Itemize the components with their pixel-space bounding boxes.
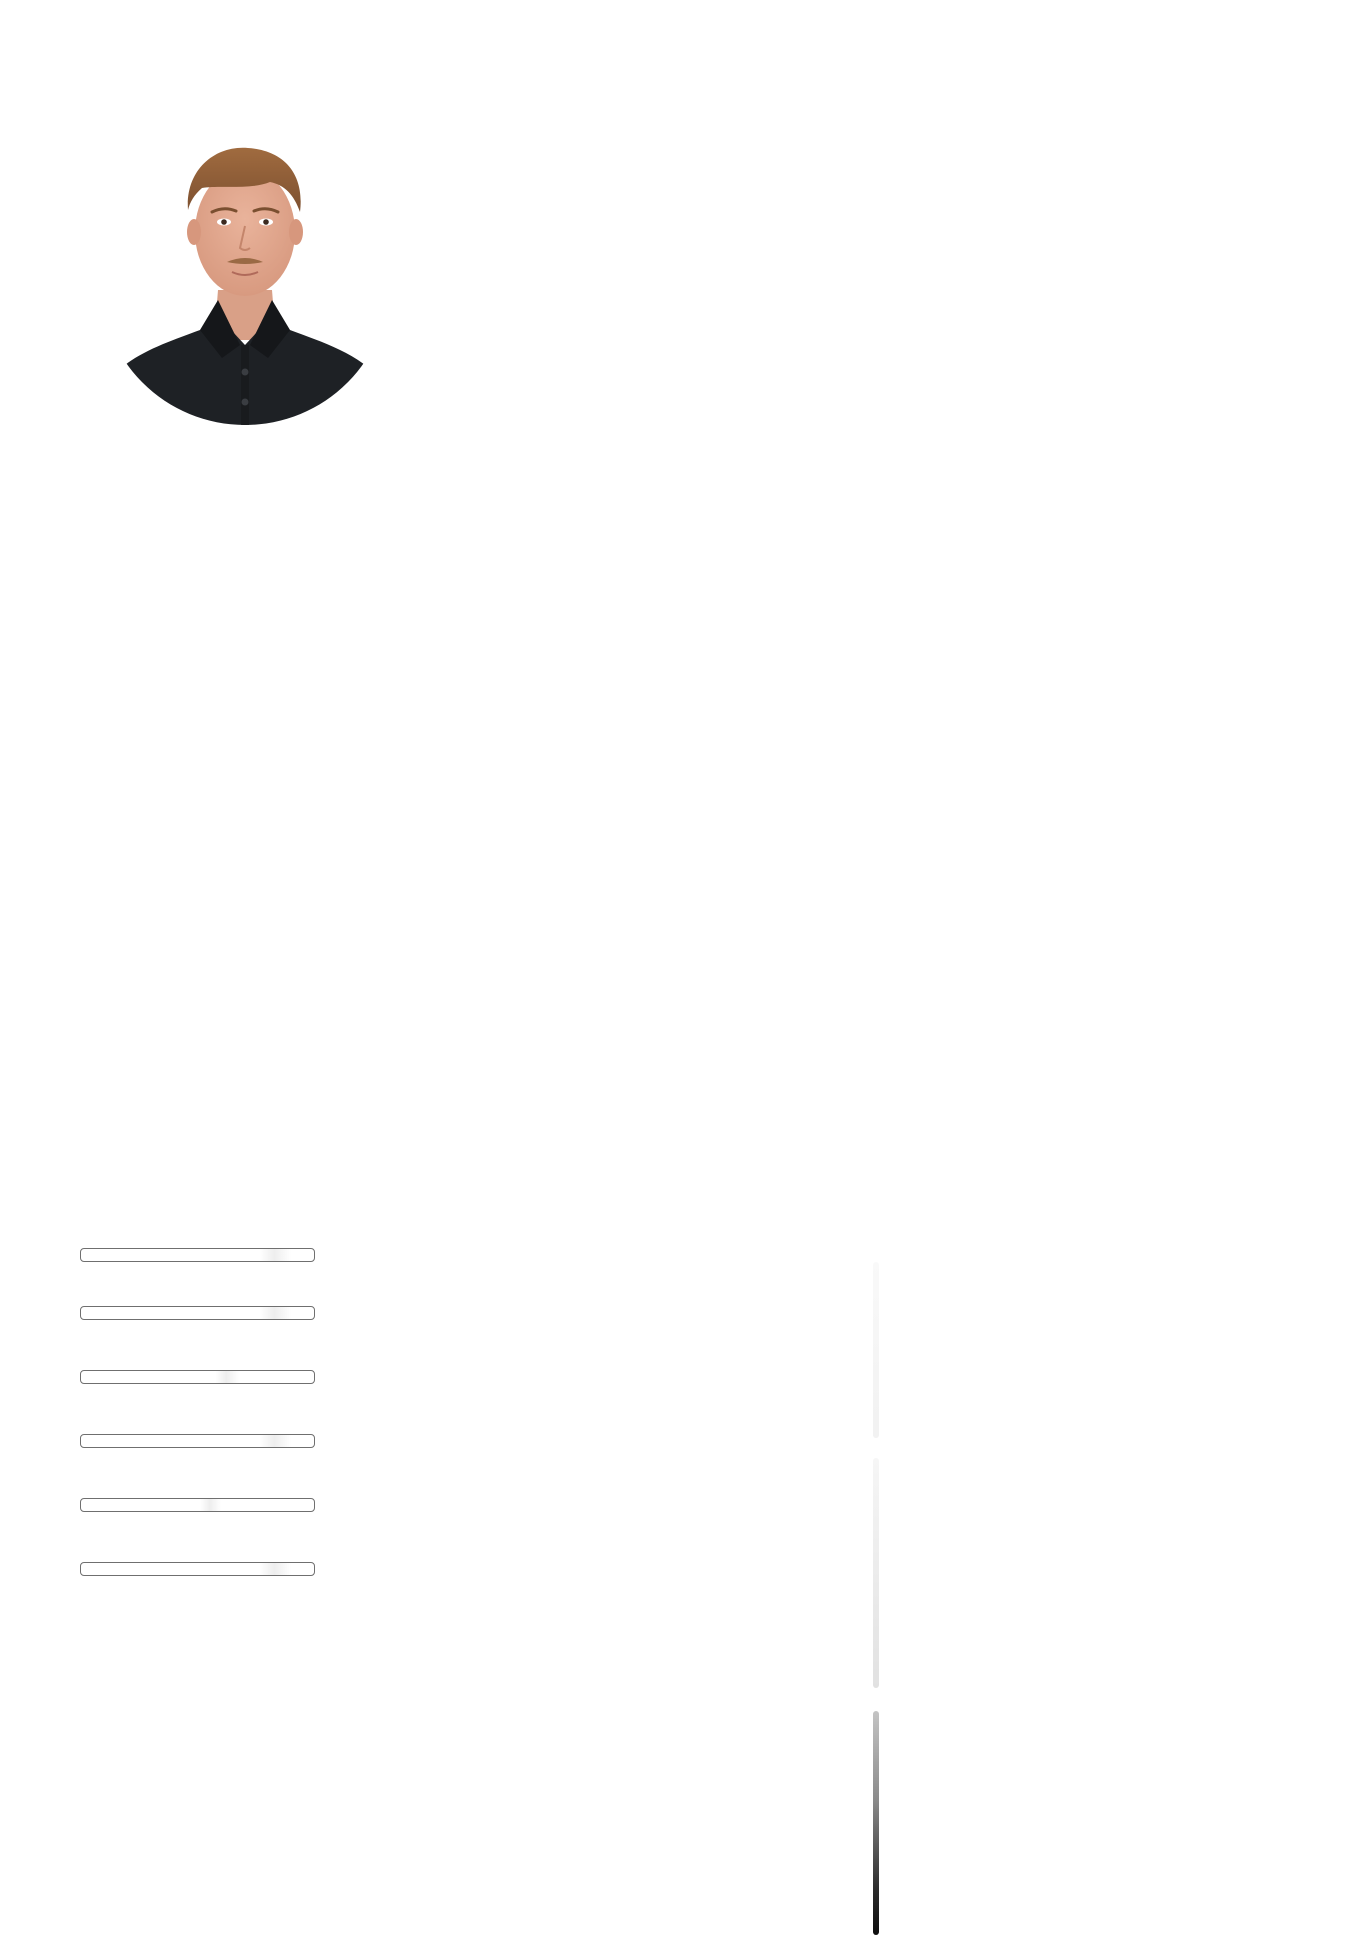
- skill-bar: [80, 1562, 315, 1576]
- skill-bar: [80, 1498, 315, 1512]
- skill-bar: [80, 1370, 315, 1384]
- skill-bar: [80, 1434, 315, 1448]
- skill-bar-fill: [81, 1499, 221, 1511]
- timeline-segment: [873, 1458, 879, 1688]
- timeline-line: [873, 1262, 879, 1942]
- person-portrait-icon: [90, 140, 400, 425]
- timeline-segment: [873, 1711, 879, 1935]
- skill-bar: [80, 1248, 315, 1262]
- skill-bar-fill: [81, 1435, 291, 1447]
- profile-photo: [90, 140, 400, 425]
- skill-bar-fill: [81, 1563, 291, 1575]
- skill-bar-fill: [81, 1307, 291, 1319]
- skill-bar: [80, 1306, 315, 1320]
- skill-bar-fill: [81, 1371, 239, 1383]
- timeline-segment: [873, 1262, 879, 1438]
- skill-bar-fill: [81, 1249, 291, 1261]
